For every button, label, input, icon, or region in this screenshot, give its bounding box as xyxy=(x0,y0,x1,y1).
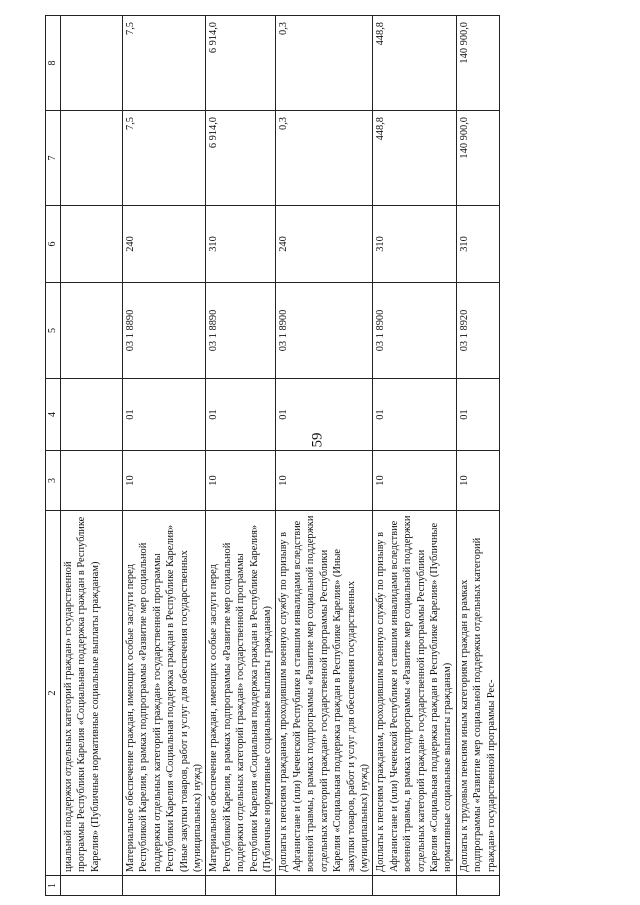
column-header: 6 xyxy=(46,206,61,283)
column-header: 3 xyxy=(46,451,61,511)
table-cell: 03 1 8890 xyxy=(123,283,206,379)
table-cell xyxy=(456,876,499,896)
page-number: 59 xyxy=(309,432,326,448)
row-description: Доплаты к пенсиям гражданам, проходившим военную службу по призыву в Афганистане и (или) Чеченской Республике и ставшим инвалидами вследствие военной травмы, в рамках подпрограммы «Развитие мер социальной поддержки отдельных категорий граждан» государственной программы Республики Карелия «Социальная поддержка граждан в Республике Карелия» (Иные закупки товаров, работ и услуг для обеспечения государственных (муниципальных) нужд) xyxy=(276,511,373,876)
table-cell xyxy=(61,206,123,283)
table-cell: 448,8 xyxy=(373,111,456,206)
table-cell xyxy=(206,876,276,896)
table-cell: 01 xyxy=(276,379,373,451)
table-row xyxy=(456,16,499,896)
table-cell: 01 xyxy=(123,379,206,451)
table-cell: 7,5 xyxy=(123,111,206,206)
table-cell: 310 xyxy=(206,206,276,283)
table-cell xyxy=(61,451,123,511)
table-cell: 140 900,0 xyxy=(456,16,499,111)
table-cell: 03 1 8890 xyxy=(206,283,276,379)
row-description: Материальное обеспечение граждан, имеющих особые заслуги перед Республикой Карелия, в рамках подпрограммы «Развитие мер социальной поддержки отдельных категорий граждан» государственной программы Республики Карелия «Социальная поддержка граждан в Республике Карелия» (Иные закупки товаров, работ и услуг для обеспечения государственных (муниципальных) нужд) xyxy=(123,511,206,876)
table-cell: 448,8 xyxy=(373,16,456,111)
table-cell xyxy=(61,876,123,896)
table-cell xyxy=(276,876,373,896)
column-header: 2 xyxy=(46,511,61,876)
table-row xyxy=(206,16,276,896)
column-header: 7 xyxy=(46,111,61,206)
column-header: 4 xyxy=(46,379,61,451)
table-cell: 0,3 xyxy=(276,111,373,206)
table-cell xyxy=(61,283,123,379)
table-cell: 03 1 8920 xyxy=(456,283,499,379)
table-cell: 10 xyxy=(456,451,499,511)
table-cell xyxy=(123,876,206,896)
column-header: 1 xyxy=(46,876,61,896)
table-cell: 01 xyxy=(373,379,456,451)
table-cell: 01 xyxy=(206,379,276,451)
table-cell: 310 xyxy=(456,206,499,283)
table-cell: 7,5 xyxy=(123,16,206,111)
table-cell: 240 xyxy=(276,206,373,283)
table-row xyxy=(61,16,123,896)
table-cell: 01 xyxy=(456,379,499,451)
table-cell: 10 xyxy=(373,451,456,511)
table-row xyxy=(276,16,373,896)
table-cell: 03 1 8900 xyxy=(276,283,373,379)
column-header: 8 xyxy=(46,16,61,111)
table-cell xyxy=(61,379,123,451)
table-cell: 6 914,0 xyxy=(206,16,276,111)
table-cell: 6 914,0 xyxy=(206,111,276,206)
row-description: циальной поддержки отдельных категорий граждан» государственной программы Республики Карелия «Социальная поддержка граждан в Республике Карелия» (Публичные нормативные социальные выплаты гражданам) xyxy=(61,511,123,876)
table-cell: 10 xyxy=(276,451,373,511)
row-description: Доплаты к пенсиям гражданам, проходившим военную службу по призыву в Афганистане и (или) Чеченской Республике и ставшим инвалидами вследствие военной травмы, в рамках подпрограммы «Развитие мер социальной поддержки отдельных категорий граждан» государственной программы Республики Карелия «Социальная поддержка граждан в Республике Карелия» (Публичные нормативные социальные выплаты гражданам) xyxy=(373,511,456,876)
table-row xyxy=(373,16,456,896)
budget-table-container xyxy=(45,16,605,896)
table-cell: 10 xyxy=(206,451,276,511)
row-description: Доплаты к трудовым пенсиям иным категориям граждан в рамках подпрограммы «Развитие мер социальной поддержки отдельных категорий граждан» государственной программы Рес- xyxy=(456,511,499,876)
table-cell xyxy=(61,111,123,206)
budget-table xyxy=(45,15,500,896)
table-cell: 140 900,0 xyxy=(456,111,499,206)
table-header-row xyxy=(46,16,61,896)
table-cell: 03 1 8900 xyxy=(373,283,456,379)
table-row xyxy=(123,16,206,896)
table-cell: 0,3 xyxy=(276,16,373,111)
table-cell xyxy=(61,16,123,111)
table-cell: 310 xyxy=(373,206,456,283)
table-cell: 10 xyxy=(123,451,206,511)
table-cell: 240 xyxy=(123,206,206,283)
table-cell xyxy=(373,876,456,896)
row-description: Материальное обеспечение граждан, имеющих особые заслуги перед Республикой Карелия, в рамках подпрограммы «Развитие мер социальной поддержки отдельных категорий граждан» государственной программы Республики Карелия «Социальная поддержка граждан в Республике Карелия» (Публичные нормативные социальные выплаты гражданам) xyxy=(206,511,276,876)
column-header: 5 xyxy=(46,283,61,379)
